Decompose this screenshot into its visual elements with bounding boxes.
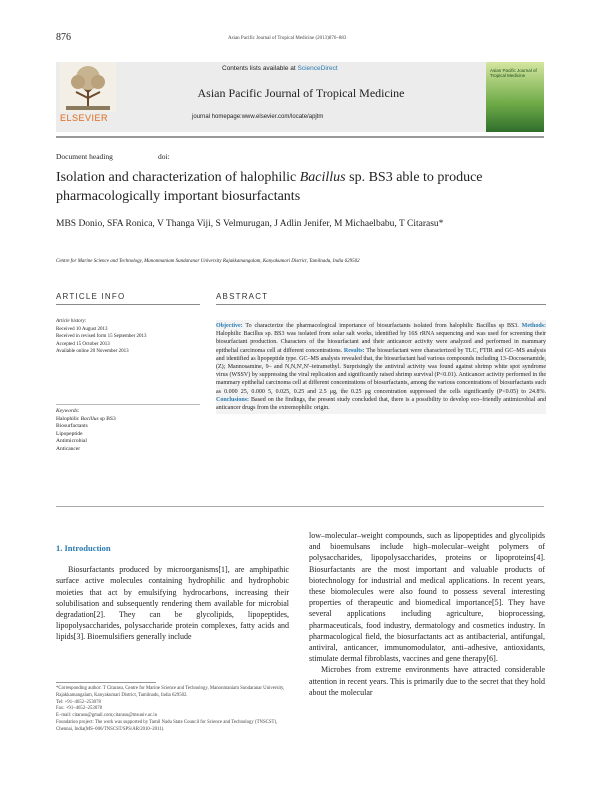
objective-label: Objective: — [216, 323, 243, 329]
abstract-heading: ABSTRACT — [216, 292, 269, 301]
body-column-left — [56, 543, 289, 643]
article-info-rule — [56, 304, 200, 305]
journal-cover-image — [486, 62, 544, 132]
results-text: The biosurfactant were characterized by TLC, FTIR and GC–MS analysis and identified as lipopeptide type. GC–MS analysis revealed that, the biosurfactant had various compounds including 13–Docosenamide, (Z); Mannosamine, 9– and N,N,N',N'–tetramethyl. Surprisingly the antiviral activity was found against shrimp white spot syndrome virus (WSSV) by suppressing the viral replication and significantly raised shrimp survival (P<0.01). Anticancer activity performed in the mammary epithelial carcinoma cell at different concentrations of biosurfactants, among the various concentrations of biosurfactants such as 0.000 25, 0.000 5, 0.025, 0.25 and 2.5 μg, the 0.25 μg concentration suppressed the cells significantly (P<0.05) to 24.8%. — [216, 347, 546, 395]
footnote-fax: Fax: +91–4652–253078 — [56, 706, 103, 712]
footnote — [56, 686, 288, 734]
intro-paragraph-1: Biosurfactants produced by microorganisms[1], are amphipathic surface active molecules containing hydrophilic and hydrophobic moieties that act by emulsifying hydrocarbons, increasing their solubilisation and subsequently rendering them available for microbial degradation[2]. They can be glycolipids, lipopeptides, lipopolysaccharides, polysaccharide protein complexes, fatty acids and lipids[3]. Bioemulsifiers generally include — [56, 565, 289, 642]
keyword-item: Anticancer — [56, 445, 81, 452]
abstract-end-rule — [56, 506, 544, 507]
running-header: Asian Pacific Journal of Tropical Medicine (2013)876–883 — [228, 36, 347, 41]
abstract-rule — [216, 304, 546, 305]
contents-prefix: Contents lists available at — [222, 65, 296, 72]
history-revised: Received in revised form 15 September 2013 — [56, 334, 147, 339]
cover-title: Asian Pacific Journal of Tropical Medicine — [490, 68, 537, 78]
header-divider — [56, 136, 544, 138]
introduction-heading: 1. Introduction — [56, 543, 111, 553]
journal-title: Asian Pacific Journal of Tropical Medicine — [197, 86, 405, 100]
history-label: Article history: — [56, 319, 87, 324]
footnote-rule — [56, 682, 156, 683]
keywords-rule — [56, 404, 200, 405]
footnote-email: E–mail: citarasu@gmail.com;citarasu@msuniv.ac.in — [56, 713, 157, 719]
intro-paragraph-2: Microbes from extreme environments have attracted considerable attention in recent years. This is primarily due to the secret that they hold about the molecular — [309, 665, 545, 697]
keywords — [56, 408, 206, 453]
article-title: Isolation and characterization of halophilic Bacillus sp. BS3 able to produce pharmacologically important biosurfactants — [56, 170, 483, 204]
contents-line — [222, 65, 338, 72]
journal-homepage[interactable]: journal homepage:www.elsevier.com/locate/apjtm — [192, 114, 324, 120]
article-history — [56, 318, 206, 356]
objective-text: To characterize the pharmacological importance of biosurfactants isolated from halophilic Bacillus sp BS3. — [242, 323, 522, 329]
document-heading: Document heading — [56, 152, 113, 161]
article-info-heading: ARTICLE INFO — [56, 292, 126, 301]
keyword-item: Lipopeptide — [56, 430, 83, 437]
intro-paragraph-1-cont: low–molecular–weight compounds, such as lipopeptides and glycolipids and bioemulsans include high–molecular–weight polymers of polysaccharides, lipopolysaccharides, proteins or lipoproteins[4]. Biosurfactants are the most important and valuable products of biotechnology for industrial and medical applications. In recent years, these biomolecules were also found to possess several interesting properties of therapeutic and biomedical importance[5]. They have several applications including agriculture, bioprocessing, pharmaceuticals, food industry, dermatology and cosmetics industry. In pharmacological field, the biosurfactants act as antibacterial, antifungal, antiviral, anticancer, immunomodulator, anti–adhesive, antioxidants, stimulate dermal fibroblasts, vaccines and gene therapy[6]. — [309, 531, 545, 664]
page-number: 876 — [56, 32, 71, 43]
results-label: Results: — [343, 347, 365, 354]
keyword-item: Biosurfactants — [56, 423, 88, 429]
keyword-item: Halophilic Bacillus sp BS3 — [56, 415, 116, 422]
elsevier-wordmark: ELSEVIER — [60, 113, 109, 123]
history-received: Received 10 August 2013 — [56, 326, 108, 332]
authors: MBS Donio, SFA Ronica, V Thanga Viji, S Velmurugan, J Adlin Jenifer, M Michaelbabu, T Citarasu* — [56, 219, 444, 229]
history-online: Available online 20 November 2013 — [56, 349, 129, 354]
keyword-item: Antimicrobial — [56, 438, 87, 444]
footnote-tel: Tel: +91–4652–253078 — [56, 699, 101, 705]
sciencedirect-link[interactable]: ScienceDirect — [297, 65, 338, 72]
methods-text: Halophilic Bacillus sp. BS3 was isolated from solar salt works, identified by 16S rRNA sequencing and was used for screening their biosurfactant production. Characters of the biosurfactant and their anticancer activity were analyzed and performed in mammary epithelial carcinoma cell at different concentrations. — [216, 331, 546, 354]
footnote-corresponding: *Corresponding author: T Citarasu, Centre for Marine Science and Technology, Manonmaniam Sundaranar University, Rajakkamangalam, Kanyakumari District, Tamilnadu, India 629502. — [56, 686, 285, 698]
conclusions-label: Conclusions: — [216, 396, 250, 403]
keywords-label: Keywords: — [56, 408, 80, 414]
abstract-body — [216, 320, 546, 414]
doi-label: doi: — [158, 152, 170, 161]
methods-label: Methods: — [521, 323, 546, 329]
footnote-foundation: Foundation project: The work was supported by Tamil Nadu State Council for Science and Technology (TNSCST), Chennai, India(MS–006/TNSCST/SPS/AR/2010–2011). — [56, 719, 278, 732]
history-accepted: Accepted 15 October 2013 — [56, 341, 110, 347]
conclusions-text: Based on the findings, the present study concluded that, there is a possibility to develop eco–friendly antimicrobial and anticancer drugs from the extremophilic origin. — [216, 396, 546, 412]
affiliation: Centre for Marine Science and Technology, Manonmaniam Sundaranar University Rajakkamangalam, Kanyakumari District, Tamilnadu, India 629502 — [56, 259, 360, 264]
body-column-right — [309, 530, 545, 698]
